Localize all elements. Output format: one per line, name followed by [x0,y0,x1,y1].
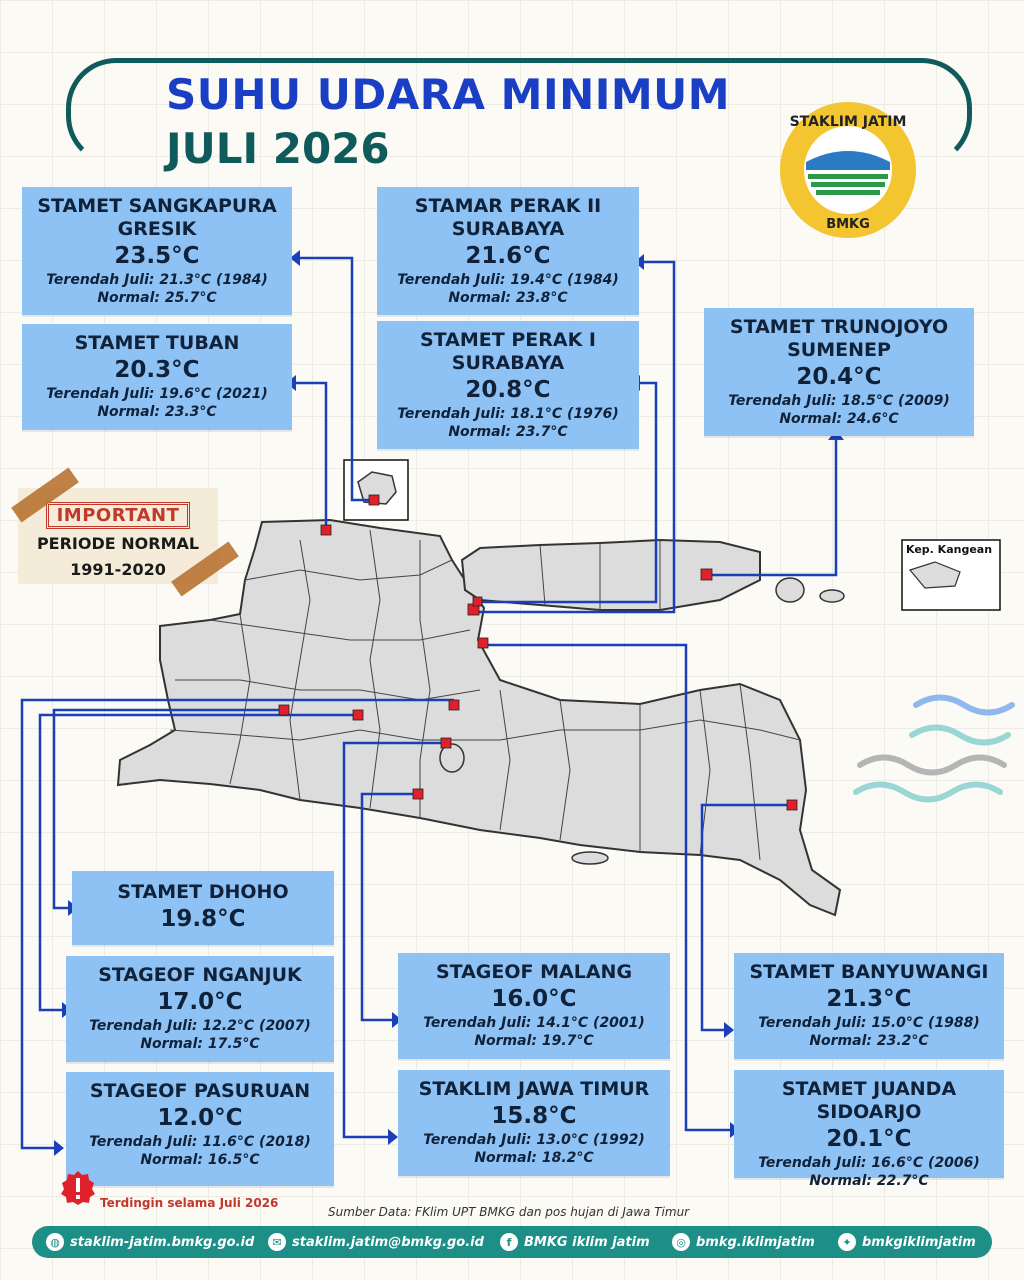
station-lowest: Terendah Juli: 18.5°C (2009) [728,393,950,409]
facebook-icon: f [500,1233,518,1251]
station-normal: Normal: 23.8°C [448,290,568,306]
email-text: staklim.jatim@bmkg.go.id [292,1234,484,1250]
station-temp: 17.0°C [157,989,243,1015]
logo-org: BMKG [826,217,870,232]
station-temp: 21.3°C [826,986,912,1012]
station-lowest: Terendah Juli: 12.2°C (2007) [89,1018,311,1034]
station-temp: 16.0°C [491,986,577,1012]
station-normal: Normal: 23.7°C [448,424,568,440]
station-temp: 19.8°C [160,906,246,932]
station-name: STAMET BANYUWANGI [749,961,989,983]
station-name: STAGEOF MALANG [435,961,633,983]
station-box-tuban [22,324,292,430]
station-normal: Normal: 19.7°C [474,1033,594,1049]
station-lowest: Terendah Juli: 16.6°C (2006) [758,1155,980,1171]
station-normal: Normal: 17.5°C [140,1036,260,1052]
footer-bar [32,1226,992,1258]
station-box-malang [398,953,670,1059]
station-name: STAKLIM JAWA TIMUR [418,1078,650,1100]
station-box-juanda [734,1070,1004,1189]
footer-email[interactable] [268,1233,484,1251]
globe-icon: ◍ [46,1233,64,1251]
station-temp: 20.1°C [826,1126,912,1152]
station-lowest: Terendah Juli: 13.0°C (1992) [423,1132,645,1148]
station-normal: Normal: 25.7°C [97,290,217,306]
station-lowest: Terendah Juli: 19.4°C (1984) [397,272,619,288]
facebook-text: BMKG iklim jatim [524,1234,650,1250]
station-name: STAMET JUANDA SIDOARJO [781,1078,957,1123]
station-lowest: Terendah Juli: 11.6°C (2018) [89,1134,311,1150]
station-normal: Normal: 16.5°C [140,1152,260,1168]
station-temp: 20.3°C [114,357,200,383]
station-lowest: Terendah Juli: 21.3°C (1984) [46,272,268,288]
station-name: STAGEOF NGANJUK [98,964,302,986]
station-name: STAMET SANGKAPURA [37,195,277,217]
station-box-dhoho [72,871,334,945]
kangean-label: Kep. Kangean [906,543,993,556]
station-box-perak-i [377,321,639,449]
important-badge: IMPORTANT [46,502,191,529]
coldest-note: Terdingin selama Juli 2026 [100,1196,279,1210]
station-name: STAMET DHOHO [117,881,289,903]
station-name: STAMET PERAK I [420,329,596,351]
station-lowest: Terendah Juli: 15.0°C (1988) [758,1015,980,1031]
station-lowest: Terendah Juli: 18.1°C (1976) [397,406,619,422]
station-normal: Normal: 24.6°C [779,411,899,427]
logo-text: STAKLIM JATIM [789,114,907,130]
footer-instagram[interactable] [672,1233,815,1251]
station-box-banyuwangi [734,953,1004,1059]
station-box-trunojoyo [704,308,974,436]
station-lowest: Terendah Juli: 19.6°C (2021) [46,386,268,402]
twitter-icon: ✦ [838,1233,856,1251]
data-source: Sumber Data: FKlim UPT BMKG dan pos hujan di Jawa Timur [328,1205,690,1219]
instagram-icon: ◎ [672,1233,690,1251]
warning-icon [60,1170,96,1206]
website-text: staklim-jatim.bmkg.go.id [70,1234,255,1250]
station-box-nganjuk [66,956,334,1062]
station-temp: 21.6°C [465,243,551,269]
mail-icon: ✉ [268,1233,286,1251]
page-subtitle: JULI 2026 [166,124,390,173]
footer-website[interactable] [46,1233,254,1251]
station-normal: Normal: 18.2°C [474,1150,594,1166]
station-box-pasuruan [66,1072,334,1186]
station-box-perak-ii [377,187,639,315]
station-location: SUMENEP [787,339,891,361]
station-location: SURABAYA [451,352,565,374]
footer-facebook[interactable] [500,1233,650,1251]
station-normal: Normal: 23.3°C [97,404,217,420]
station-name: STAMAR PERAK II [414,195,602,217]
footer-twitter[interactable] [838,1233,976,1251]
station-name: STAMET TUBAN [74,332,240,354]
station-normal: Normal: 22.7°C [809,1173,929,1189]
normal-period-label: PERIODE NORMAL [36,534,200,553]
station-location: GRESIK [117,218,197,240]
station-temp: 15.8°C [491,1103,577,1129]
station-temp: 20.8°C [465,377,551,403]
station-normal: Normal: 23.2°C [809,1033,929,1049]
station-location: SURABAYA [451,218,565,240]
station-temp: 12.0°C [157,1105,243,1131]
station-box-staklim [398,1070,670,1176]
twitter-text: bmkgiklimjatim [862,1234,976,1250]
station-lowest: Terendah Juli: 14.1°C (2001) [423,1015,645,1031]
wave-decoration [856,698,1012,800]
station-temp: 23.5°C [114,243,200,269]
page-title: SUHU UDARA MINIMUM [166,70,731,119]
instagram-text: bmkg.iklimjatim [696,1234,815,1250]
station-box-sangkapura [22,187,292,315]
normal-period-years: 1991-2020 [70,560,166,579]
station-temp: 20.4°C [796,364,882,390]
station-name: STAGEOF PASURUAN [89,1080,311,1102]
station-name: STAMET TRUNOJOYO [729,316,949,338]
